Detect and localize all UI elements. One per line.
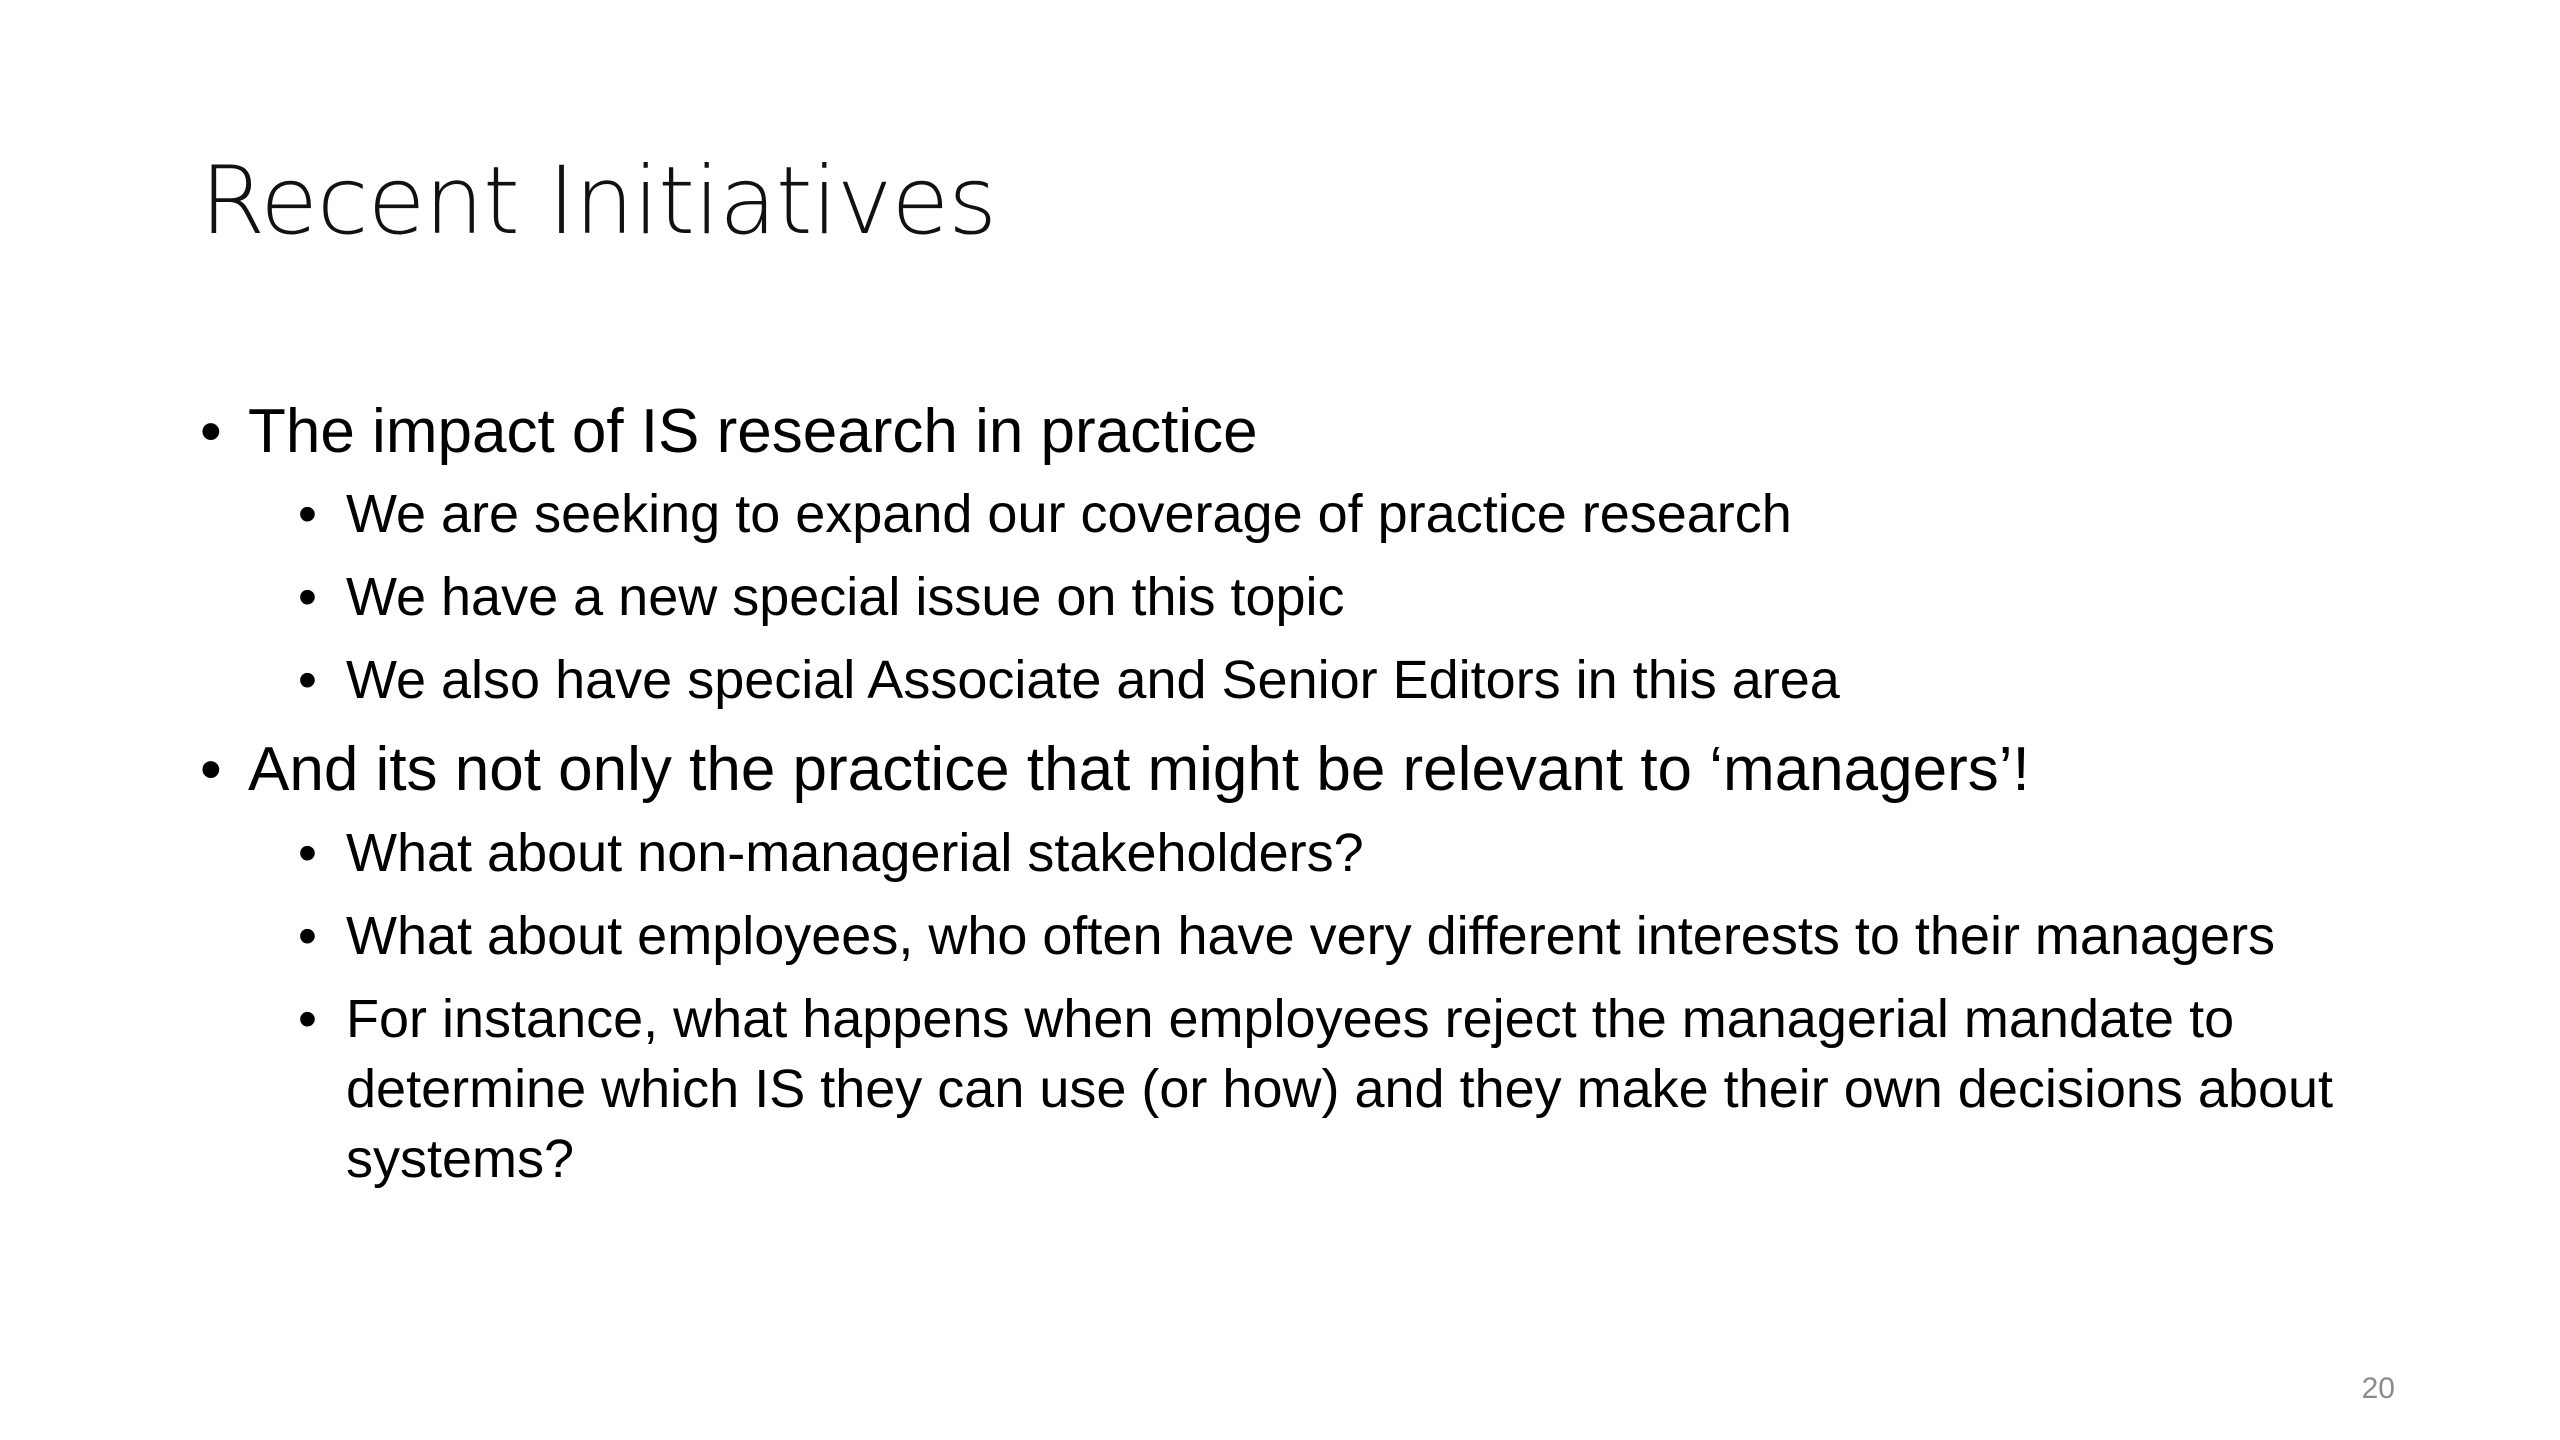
bullet-dot-icon: •	[298, 905, 317, 966]
sub-bullet-text: What about employees, who often have very different interests to their managers	[346, 905, 2276, 966]
sub-bullet-text: We also have special Associate and Senior Editors in this area	[346, 650, 1840, 711]
page-number: 20	[2361, 1372, 2395, 1405]
bullet-dot-icon: •	[200, 397, 222, 466]
bullet-dot-icon: •	[298, 988, 317, 1049]
sub-bullet-item	[298, 901, 2396, 971]
bullet-dot-icon: •	[298, 650, 317, 711]
bullet-dot-icon: •	[298, 567, 317, 628]
sub-bullet-text: For instance, what happens when employees reject the managerial mandate to determine which IS they can use (or how) and they make their own decisions about systems?	[346, 988, 2334, 1189]
bullet-text: The impact of IS research in practice	[248, 397, 1258, 466]
sub-bullet-list	[200, 479, 2400, 715]
slide-title: Recent Initiatives	[200, 147, 997, 256]
sub-bullet-list	[200, 818, 2400, 1194]
sub-bullet-text: What about non-managerial stakeholders?	[346, 822, 1364, 883]
sub-bullet-item	[298, 984, 2396, 1194]
bullet-dot-icon: •	[298, 822, 317, 883]
bullet-text: And its not only the practice that might be relevant to ‘managers’!	[248, 735, 2030, 805]
sub-bullet-item	[298, 818, 2396, 888]
sub-bullet-item	[298, 479, 2396, 549]
bullet-item	[200, 733, 2400, 807]
bullet-item	[200, 395, 2400, 469]
slide-body	[200, 395, 2400, 1212]
bullet-dot-icon: •	[200, 735, 222, 805]
sub-bullet-item	[298, 645, 2396, 715]
sub-bullet-text: We have a new special issue on this topic	[346, 567, 1345, 628]
sub-bullet-text: We are seeking to expand our coverage of practice research	[346, 484, 1792, 545]
sub-bullet-item	[298, 562, 2396, 632]
bullet-dot-icon: •	[298, 484, 317, 545]
